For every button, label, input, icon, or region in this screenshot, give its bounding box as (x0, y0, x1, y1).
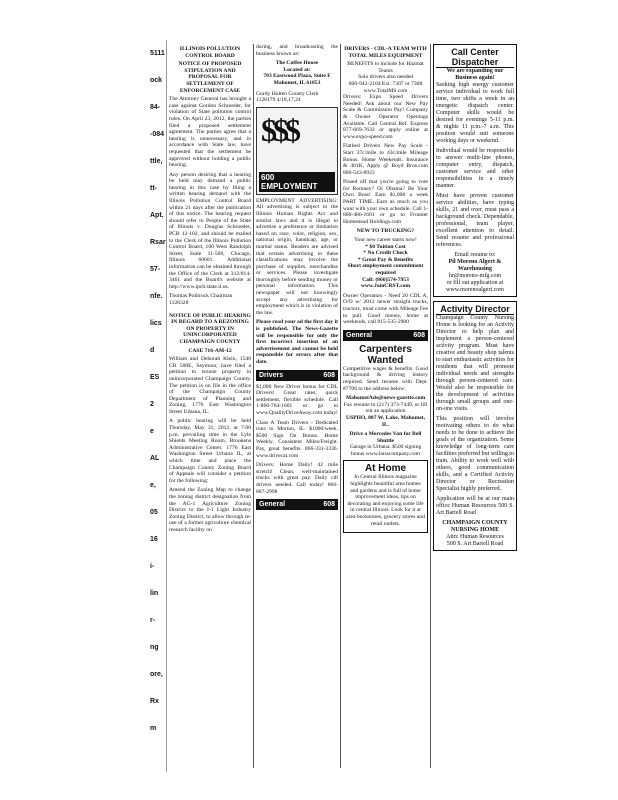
gutter-fragment: AL (150, 455, 160, 462)
call-center-heading: Call Center Dispatcher (436, 47, 514, 68)
carpenters-address: USPHO, 807 W. Lake, Mahomet, IL. (346, 414, 425, 428)
call-center-email-label: Email resume to: (454, 252, 496, 258)
drivers-team-lines (343, 61, 428, 94)
left-gutter (150, 40, 167, 772)
assumed-name-continued: during, and broadcasting the business known as: (256, 44, 338, 57)
gutter-fragment: ore, (150, 671, 163, 678)
gutter-fragment: e, (150, 482, 156, 489)
legal-notice-2-body-3: Amend the Zoning Map to change the zoning district designation from the AG-1 Agriculture Zoning District to the I-1 Light Industry Zoning District, to allow through re-use of a former agriculture chemical research facility on (169, 487, 251, 533)
county-clerk-number: 1128179 4/18,17,24 (256, 97, 301, 104)
business-located-label: Located at: (283, 66, 311, 73)
gutter-fragment: ES (150, 374, 160, 381)
flatbed-ad: Flatbed Drivers New Pay Scale - Start 37c/mile to 43c/mile Mileage Bonus. Home Weekends. Insurance & 401K, Apply @ Boyd Bros.com 800-543-8923 (343, 143, 428, 176)
gutter-fragment: r- (150, 617, 156, 624)
drivers-section-bar: Drivers 608 (256, 370, 338, 381)
drivers-team-line: 800-942-2104 Ext. 7307 or 7308 (348, 80, 423, 87)
legal-notice-1-subheading: NOTICE OF PROPOSED STIPULATION AND PROPOSAL FOR SETTLEMENT OF ENFORCEMENT CASE (178, 61, 242, 94)
call-center-subheading: We are expanding our Business again! (446, 68, 504, 81)
county-clerk: Gordy Hulten County Clerk (256, 90, 319, 97)
call-center-ad (433, 44, 517, 297)
general-section-bar: General 608 (343, 330, 428, 341)
legal-notice-2-heading: NOTICE OF PUBLIC HEARING IN REGARD TO A REZONING ON PROPERTY IN UNINCORPORATED CHAMPAIGN COUNTY (169, 312, 251, 345)
trucking-line: Call: (866)574-7953 (362, 276, 409, 283)
call-center-body-2: Individual would be responsible to answer multi-line phones, computer entry, dispatch, customer service and other responsibilities in a timely manner. (436, 148, 514, 189)
business-name: The Coffee House (275, 60, 319, 67)
gutter-fragment: nfe. (150, 293, 163, 300)
business-city: Mahomet, IL 61853 (273, 79, 321, 86)
carpenters-heading: Carpenters Wanted (359, 343, 412, 366)
gutter-fragment: ock (150, 77, 163, 84)
column-2 (256, 44, 341, 768)
nursing-home-address: 500 S. Art Bartell Road (446, 541, 504, 547)
nursing-home-name: CHAMPAIGN COUNTY NURSING HOME (442, 520, 508, 533)
column-4 (433, 44, 517, 768)
activity-director-body: Champaign County Nursing Home is looking for an Activity Director to help plan and implement a person-centered activity program. Must have creative and beauty shop talents to start enthusiastic activities for residents that will promote individual needs and strengths through person-centered care. Would also be responsible for the development of activities through small groups and one-on-one visits. (436, 315, 514, 412)
gutter-fragment: d (150, 347, 155, 354)
activity-director-ad (433, 301, 517, 551)
legal-notice-1-body-2: Any person desiring that a hearing be held may demand a public hearing in this case by filing a written hearing demand with the Illinois Pollution Control Board within 21 days after the publication of this notice. The hearing request should refer to People of the State of Illinois v. Douglas Schroeder, PCB 12-102, and should be mailed to the Clerk of the Illinois Pollution Control Board, 100 West Randolph Street, Suite 11-500, Chicago, Illinois 60601. Additional information can be obtained through the Office of the Clerk at 312/814-3461 and the Board's website at http://www.ipcb.state.il.us. (169, 171, 251, 290)
employment-disclaimer: EMPLOYMENT ADVERTISING: All advertising is subject to the Illinois Human Rights Act and similar laws and it is illegal to advertise a preference or limitation based on race, color, religion, sex, national origin, handicap, age, or marital status. Readers are advised that certain advertising in these classifications may involve the purchase of supplies, merchandise or services. Please investigate thoroughly before sending money or personal information. This newspaper will not knowingly accept any advertising for employment which is in violation of the law. (256, 197, 338, 316)
drivers-team-heading: DRIVERS - CDL-A TEAM WITH TOTAL MILES EQUIPMENT (344, 46, 427, 59)
dollar-signs-icon: $$$ (261, 111, 297, 148)
expo-speed-ad: Drivers: Expo Speed Drivers Needed! Ask about our New Pay Scale & Commission Pay! Company & Owner Operator Openings Available. Call Central Ref. Express 877-669-7632 or apply online at www.expo-speed.com (343, 94, 428, 140)
gutter-fragment: Apt. (150, 212, 164, 219)
carpenters-fax: Fax resume to (217) 373-7449, or fill out an application (343, 401, 428, 415)
at-home-box (343, 460, 428, 533)
call-center-contact: Pil Moreno Algert & Warehousing (448, 259, 502, 272)
gutter-fragment: 84- (150, 104, 161, 111)
legal-notice-1-body: The Attorney General has brought a case against Gordon Schroeder, for violation of State pollution control rules. On April 23, 2012, the parties filed a proposed settlement agreement. The parties agree that a hearing is unnecessary, and in accordance with State law, have requested that the settlement be approved without holding a public hearing. (169, 96, 251, 169)
gutter-fragment: Rsar (150, 239, 166, 246)
gutter-fragment: lin (150, 590, 159, 597)
trucking-lines (343, 244, 428, 290)
gutter-fragment: 05 (150, 509, 158, 516)
van-driver-body: Garage in Urbana. $500 signing bonus www.busscompany.com (349, 444, 422, 457)
trucking-heading: NEW TO TRUCKING? (356, 228, 415, 235)
employment-graphic (256, 107, 338, 195)
legal-notice-1-id: 1128328 (169, 299, 189, 306)
legal-notice-1-signature: Thomas Politrock Chairman (169, 293, 233, 300)
call-center-body-3: Must have proven customer service abilities, have typing skills, 21 and over, must pass a background check. Dependable, professional, team player, excellent attention to detail. Send resume and professional references. (436, 193, 514, 248)
column-1 (169, 44, 254, 768)
legal-notice-2-body: William and Deborah Klein, 1548 CR 500E, Seymour, have filed a petition to rezone property in unincorporated Champaign County. The petition is on file in the office of the Champaign County Department of Planning and Zoning, 1776 East Washington Street Urbana, IL. (169, 356, 251, 415)
gutter-fragment: tt- (150, 185, 157, 192)
employment-notice: Please read your ad the first day it is published. The News-Gazette will be responsible for only the first incorrect insertion of an advertisement and cannot be held responsible for errors after that date. (256, 319, 338, 365)
trucking-line: * $0 Tuition Cost (365, 243, 406, 250)
carpenters-body: Competitive wages & benefits. Good background & driving history required. Send resume with Dept. #7706 to the address below: (343, 365, 428, 392)
drivers-ad-3: Drivers: Home Daily! 42 mile stretch! Clean, well-maintained trucks with great pay. Daily cdl drivers needed. Call today! 866-807-2998 (256, 462, 338, 495)
at-home-body: In Central Illinois magazine highlights beautiful area homes and gardens and is full of home improvement ideas, tips on decorating and enjoying some life in central Illinois. Look for it at area bookstores, grocery stores and retail outlets. (346, 474, 425, 527)
drivers-team-line: Solo drivers also needed (358, 74, 413, 81)
gutter-fragment: Rx (150, 698, 159, 705)
gutter-fragment: ng (150, 644, 159, 651)
gutter-fragment: m (150, 725, 157, 732)
activity-director-body-2: This position will involve motivating others to do what needs to be done to achieve the goals of the organization. Some knowledge of long-term care facilities preferred but willing to train. Ability to work well with others, good communication skills, and a Certified Activity Director or Recreation Specialist highly preferred. (436, 416, 514, 492)
trucking-subheading: Your new career starts now! (354, 237, 417, 244)
column-3 (343, 44, 431, 768)
legal-notice-2-case: CASE 716-AM-12 (188, 347, 232, 354)
trucking-line: www.JoinCRST.com (360, 283, 411, 290)
gutter-fragment: 16 (150, 536, 158, 543)
gutter-fragment: 57- (150, 266, 161, 273)
activity-director-heading: Activity Director (436, 304, 514, 315)
owner-operators-ad: Owner Operators - Need 20 CDL A, O/O w/ 2012 newer straight trucks, tractors, must come with Mileage Fee to pull. Good money, home at weekends, call 815-535-2900 (343, 292, 428, 326)
newspaper-page (150, 40, 520, 772)
home-work-ad: Pissed off that you're going to vote for Romney? Or Obama? Be Your Own Boss! Earn $1,000 a week PART TIME. Earn as much as you want with your own schedule. Call 1-800-486-1601 or go to Frontier Homestead Holdings.com (343, 179, 428, 225)
van-driver-heading: Drive a Mercedes Van for Bell Shuttle (349, 431, 422, 444)
gutter-fragment: ttle, (150, 158, 163, 165)
business-address: 703 Eastwood Plaza, Suite F (263, 73, 331, 80)
drivers-ad-2: Class A Team Drivers - Dedicated runs to Morton, IL. $1000/week. $500 Sign On Bonus. Home Weekly. Consistent Miles/Freight. Pay, great benefits. 866-331-3336. www.drivecat.com (256, 419, 338, 459)
general-section-bar-2: General 608 (256, 499, 338, 510)
legal-notice-1-heading: ILLINOIS POLLUTION CONTROL BOARD (179, 46, 241, 59)
gutter-fragment: -084 (150, 131, 165, 138)
drivers-team-line: www.TotalMS.com (363, 87, 408, 94)
at-home-heading: At Home (364, 463, 407, 475)
nursing-home-attn: Attn: Human Resources (446, 534, 504, 540)
trucking-line: * No Credit Check (363, 250, 408, 257)
trucking-line: * Great Pay & Benefits (357, 256, 414, 263)
call-center-contact-web: or fill out application at www.morenoalgert.com (446, 280, 504, 293)
activity-director-body-3: Application will be at our main office Human Resources 500 S. Art Bartell Road (436, 496, 514, 516)
trucking-line: Short employment commitment required (347, 263, 424, 276)
employment-section-tag: 600 EMPLOYMENT (259, 172, 335, 192)
call-center-contact-email: hr@moreno-mfg.com (448, 273, 502, 279)
gutter-fragment: 2 (150, 401, 154, 408)
gutter-fragment: e (150, 428, 154, 435)
call-center-body: Seeking high energy customer service individual to work full time, two shifts a week in an energetic dispatch center. Computer skills would be desired for evenings 5-11 p.m. & nights 11 p.m.-7 a.m. This position would suit someone working days or weekend. (436, 82, 514, 144)
legal-notice-2-body-2: A public hearing will be held Thursday, May 31, 2012, at 7:00 p.m. prevailing time in the Lyle Shields Meeting Room, Brookens Administrative Center, 1776 East Washington Street Urbana IL, at which time and place the Champaign County Zoning Board of Appeals will consider a petition for the following: (169, 418, 251, 484)
gutter-fragment: 5111 (150, 50, 165, 57)
carpenters-email: MahometAds@news-gazette.com (345, 395, 426, 402)
gutter-fragment: lics (150, 320, 162, 327)
drivers-ad-1: $1,000 New Driver bonus for CDL Drivers! Great rates, quick settlement, flexible schedule. Call 1-866-764-1601 or go to www.QualityDriveAway.com today! (256, 383, 338, 416)
gutter-fragment: i- (150, 563, 155, 570)
drivers-team-line: BENEFITS to include for Hazmat Teams (347, 61, 424, 74)
